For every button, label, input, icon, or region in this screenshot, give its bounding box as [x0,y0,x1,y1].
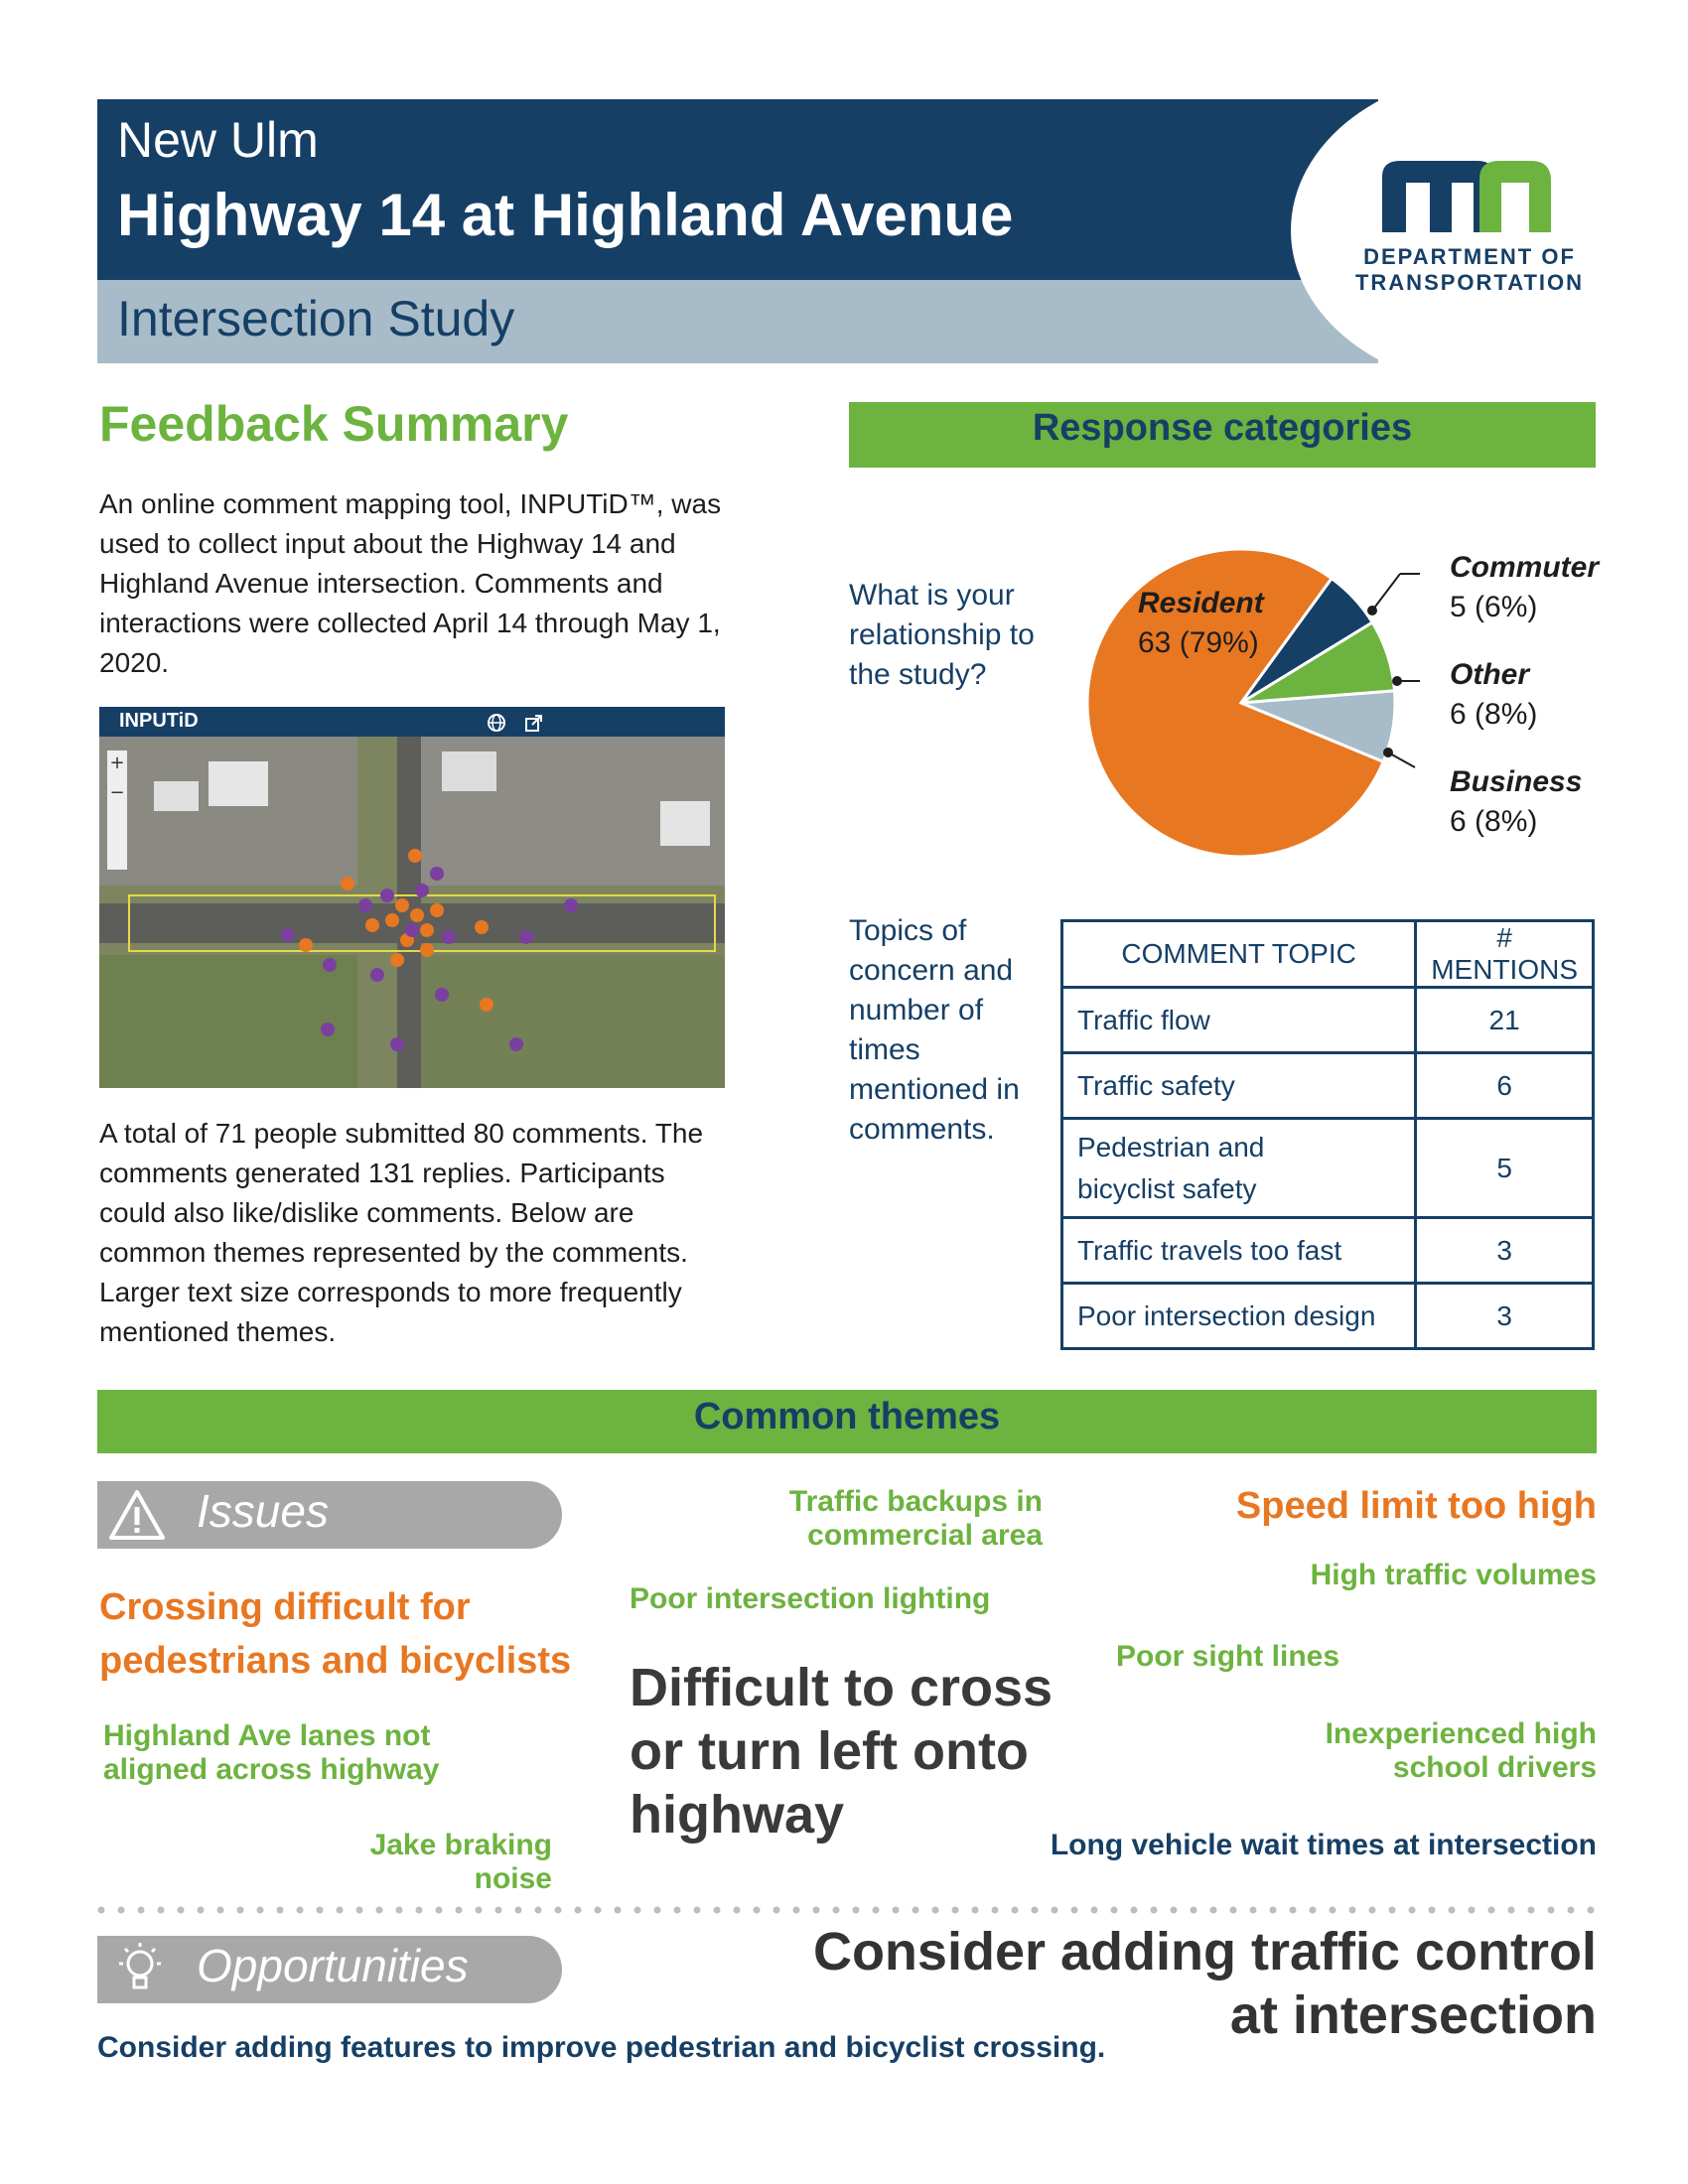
table-row [1062,1218,1594,1284]
issues-label: Issues [197,1485,329,1537]
divider-dot [1071,1907,1078,1914]
divider-dot [1588,1907,1595,1914]
row-topic: Traffic safety [1062,1053,1416,1119]
row-topic: Traffic travels too fast [1062,1218,1416,1284]
pie-label-other [1450,655,1537,735]
divider-dot [1469,1907,1476,1914]
divider-dot [1032,1907,1039,1914]
divider-dot [1131,1907,1138,1914]
pie-label-resident-name: Resident [1138,587,1264,619]
divider-dot [297,1907,304,1914]
globe-icon[interactable] [487,713,506,733]
divider-dot [317,1907,324,1914]
divider-dot [1230,1907,1237,1914]
divider-dot [992,1907,999,1914]
divider-dot [734,1907,741,1914]
pie-label-resident-value: 63 (79%) [1138,626,1259,659]
logo-text-line2: TRANSPORTATION [1354,270,1585,295]
divider-dot [1568,1907,1575,1914]
pie-label-other-name: Other [1450,658,1530,691]
divider-dot [515,1907,522,1914]
divider-dot [396,1907,403,1914]
theme-inexperienced: Inexperienced high school drivers [1325,1717,1597,1784]
divider-dot [436,1907,443,1914]
divider-dot [376,1907,383,1914]
divider-dot [1250,1907,1257,1914]
divider-dot [595,1907,602,1914]
topics-question: Topics of concern and number of times mentioned in comments. [849,914,1020,1146]
divider-dot [1349,1907,1356,1914]
row-topic: Traffic flow [1062,988,1416,1053]
row-mentions: 3 [1416,1218,1594,1284]
divider-dot [1290,1907,1297,1914]
divider-dot [535,1907,542,1914]
leader-dot-other [1393,677,1401,685]
divider-dot [694,1907,701,1914]
divider-dot [952,1907,959,1914]
divider-dot [1151,1907,1158,1914]
divider-dot [1171,1907,1178,1914]
leader-dot-commuter [1368,607,1376,614]
divider-dot [1548,1907,1555,1914]
divider-dot [1191,1907,1197,1914]
pie-label-commuter-name: Commuter [1450,551,1600,584]
warning-icon [107,1487,167,1543]
response-question: What is your relationship to the study? [849,579,1035,691]
topics-table [1060,919,1595,1350]
divider-dot [1012,1907,1019,1914]
theme-jake: Jake braking noise [369,1829,552,1895]
divider-dot [873,1907,880,1914]
divider-dot [138,1907,145,1914]
divider-dot [356,1907,363,1914]
divider-dot [1409,1907,1416,1914]
opp-traffic-control: Consider adding traffic control at intersection [812,1922,1597,2045]
divider-dot [456,1907,463,1914]
lightbulb-icon [115,1940,165,1999]
logo-text-line1: DEPARTMENT OF [1363,244,1576,269]
divider-dot [654,1907,661,1914]
divider-dot [575,1907,582,1914]
divider-dot [913,1907,919,1914]
header-city: New Ulm [117,112,319,168]
divider-dot [1389,1907,1396,1914]
feedback-intro: An online comment mapping tool, INPUTiD™, was used to collect input about the Highway 14 and Highland Avenue intersection. Comments and interactions were collected April 14 through May 1, 2020. [99,488,722,678]
row-mentions: 3 [1416,1284,1594,1349]
divider-dot [1052,1907,1058,1914]
feedback-summary: A total of 71 people submitted 80 comments. The comments generated 131 replies. Participants could also like/dislike comments. Below are common themes represented by the comments. Larger text size corresponds to more frequently mentioned themes. [99,1118,704,1347]
divider-dot [1369,1907,1376,1914]
response-title: Response categories [1032,407,1413,449]
table-row [1062,1053,1594,1119]
divider-dot [634,1907,641,1914]
col-header-mentions: # MENTIONS [1416,921,1594,988]
theme-speed-limit: Speed limit too high [1235,1485,1597,1527]
divider-dot [1429,1907,1436,1914]
divider-dot [932,1907,939,1914]
divider-dot [337,1907,344,1914]
divider-dot [476,1907,483,1914]
themes-title: Common themes [693,1396,1001,1437]
theme-lighting: Poor intersection lighting [630,1582,991,1615]
divider-dot [813,1907,820,1914]
row-mentions: 6 [1416,1053,1594,1119]
divider-dot [1111,1907,1118,1914]
divider-dot [257,1907,264,1914]
pie-label-business-name: Business [1450,765,1583,798]
dotted-divider [97,1906,1599,1914]
divider-dot [217,1907,224,1914]
divider-dot [495,1907,502,1914]
row-mentions: 21 [1416,988,1594,1053]
divider-dot [1091,1907,1098,1914]
page-subtitle: Intersection Study [117,291,515,346]
divider-dot [1330,1907,1336,1914]
leader-dot-business [1384,749,1392,756]
pie-label-business-value: 6 (8%) [1450,805,1538,838]
divider-dot [1210,1907,1217,1914]
map-image [99,707,725,1088]
divider-dot [893,1907,900,1914]
map-aerial [99,707,725,1088]
pie-label-commuter [1450,548,1599,627]
theme-wait-times: Long vehicle wait times at intersection [1050,1829,1597,1861]
theme-difficult-cross: Difficult to cross or turn left onto highway [630,1658,1054,1844]
divider-dot [98,1907,105,1914]
divider-dot [158,1907,165,1914]
leader-commuter [1372,574,1400,611]
issues-pill [97,1481,562,1549]
table-header-row [1062,921,1594,988]
divider-dot [277,1907,284,1914]
divider-dot [714,1907,721,1914]
divider-dot [972,1907,979,1914]
divider-dot [1488,1907,1495,1914]
map-brand: INPUTiD [119,710,199,732]
pie-label-commuter-value: 5 (6%) [1450,591,1538,623]
pie-label-other-value: 6 (8%) [1450,698,1538,731]
col-header-topic: COMMENT TOPIC [1062,921,1416,988]
divider-dot [1508,1907,1515,1914]
svg-text:+: + [109,752,125,773]
divider-dot [416,1907,423,1914]
table-row [1062,1119,1594,1218]
divider-dot [833,1907,840,1914]
table-row [1062,1284,1594,1349]
divider-dot [774,1907,780,1914]
divider-dot [118,1907,125,1914]
theme-sight-lines: Poor sight lines [1116,1640,1340,1673]
page-title: Highway 14 at Highland Avenue [117,182,1014,248]
row-mentions: 5 [1416,1119,1594,1218]
divider-dot [555,1907,562,1914]
table-row [1062,988,1594,1053]
pie-label-resident [1138,584,1264,663]
divider-dot [615,1907,622,1914]
pie-label-business [1450,762,1582,842]
divider-dot [1449,1907,1456,1914]
divider-dot [198,1907,205,1914]
opportunities-label: Opportunities [197,1940,469,1991]
logo-text [1321,244,1618,296]
share-icon[interactable] [524,713,544,733]
theme-crossing: Crossing difficult for pedestrians and bicyclists [99,1586,572,1682]
divider-dot [674,1907,681,1914]
divider-dot [754,1907,761,1914]
feedback-title: Feedback Summary [99,396,569,452]
divider-dot [853,1907,860,1914]
divider-dot [1270,1907,1277,1914]
theme-traffic-backups: Traffic backups in commercial area [788,1485,1043,1552]
row-topic: Pedestrian and bicyclist safety [1062,1119,1416,1218]
divider-dot [1528,1907,1535,1914]
divider-dot [1310,1907,1317,1914]
divider-dot [178,1907,185,1914]
opp-features: Consider adding features to improve pedestrian and bicyclist crossing. [97,2031,1106,2064]
mndot-logo-n-icon [1476,157,1555,234]
divider-dot [237,1907,244,1914]
row-topic: Poor intersection design [1062,1284,1416,1349]
svg-text:−: − [109,782,125,803]
divider-dot [793,1907,800,1914]
theme-lanes: Highland Ave lanes not aligned across highway [103,1719,440,1786]
theme-volumes: High traffic volumes [1310,1559,1597,1591]
map-zoom-controls[interactable] [107,751,127,870]
